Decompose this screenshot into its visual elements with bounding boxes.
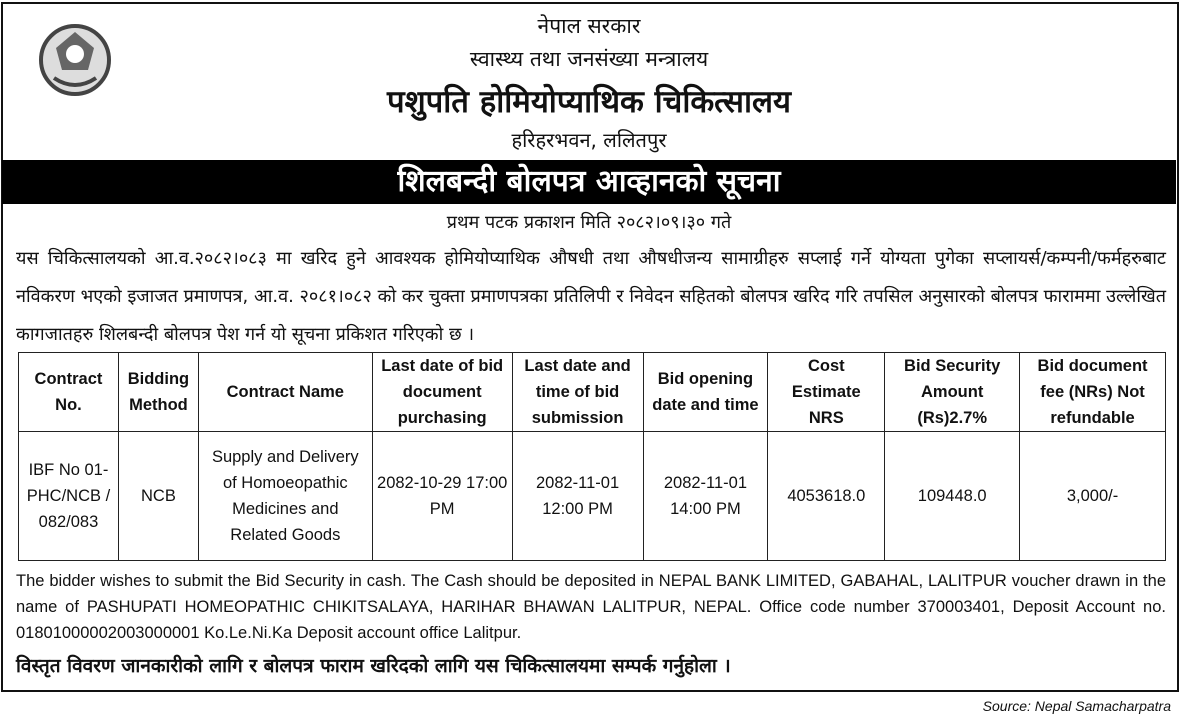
table-cell: 4053618.0 <box>768 432 885 561</box>
hospital-address: हरिहरभवन, ललितपुर <box>511 128 667 152</box>
publish-date: प्रथम पटक प्रकाशन मिति २०८२।०९।३० गते <box>446 212 732 233</box>
bid-table <box>18 352 1166 561</box>
table-cell: NCB <box>118 432 198 561</box>
table-cell: 2082-11-01 12:00 PM <box>512 432 643 561</box>
notice-title: शिलबन्दी बोलपत्र आव्हानको सूचना <box>2 160 1176 204</box>
header-cell: Contract Name <box>198 353 372 432</box>
header-cell: Bidding Method <box>118 353 198 432</box>
table-cell: 3,000/- <box>1020 432 1166 561</box>
table-cell: IBF No 01-PHC/NCB / 082/083 <box>19 432 119 561</box>
header-cell: Cost Estimate NRS <box>768 353 885 432</box>
header-cell: Last date and time of bid submission <box>512 353 643 432</box>
government-name: नेपाल सरकार <box>537 14 641 38</box>
ministry-name: स्वास्थ्य तथा जनसंख्या मन्त्रालय <box>469 47 709 71</box>
table-header-row <box>19 353 1166 432</box>
bid-security-note: The bidder wishes to submit the Bid Security in cash. The Cash should be deposited in NEPAL BANK LIMITED, GABAHAL, LALITPUR voucher drawn in the name of PASHUPATI HOMEOPATHIC CHIKITSALAYA, HARIHAR BHAWAN LALITPUR, NEPAL. Office code number 370003401, Deposit Account no. 01801000002003000001 Ko.Le.Ni.Ka Deposit account office Lalitpur. <box>16 572 1166 642</box>
header-cell: Bid document fee (NRs) Not refundable <box>1020 353 1166 432</box>
table-row <box>19 432 1166 561</box>
header-cell: Contract No. <box>19 353 119 432</box>
header-cell: Bid opening date and time <box>643 353 768 432</box>
header-cell: Last date of bid document purchasing <box>372 353 512 432</box>
closing-note: विस्तृत विवरण जानकारीको लागि र बोलपत्र फाराम खरिदको लागि यस चिकित्सालयमा सम्पर्क गर्नुहोला । <box>16 655 731 677</box>
notice-paragraph: यस चिकित्सालयको आ.व.२०८२।०८३ मा खरिद हुने आवश्यक होमियोप्याथिक औषधी तथा औषधीजन्य सामाग्रीहरु सप्लाई गर्ने योग्यता पुगेका सप्लायर्स/कम्पनी/फर्महरुबाट नविकरण भएको इजाजत प्रमाणपत्र, आ.व. २०८१।०८२ को कर चुक्ता प्रमाणपत्रका प्रतिलिपी र निवेदन सहितको बोलपत्र खरिद गरि तपसिल अनुसारको बोलपत्र फाराममा उल्लेखित कागजातहरु शिलबन्दी बोलपत्र पेश गर्न यो सूचना प्रकिशत गरिएको छ । <box>16 248 1166 345</box>
table-cell: 2082-11-01 14:00 PM <box>643 432 768 561</box>
hospital-name: पशुपति होमियोप्याथिक चिकित्सालय <box>386 84 792 120</box>
table-cell: 2082-10-29 17:00 PM <box>372 432 512 561</box>
table-cell: 109448.0 <box>885 432 1020 561</box>
source-credit: Source: Nepal Samacharpatra <box>982 698 1171 714</box>
table-cell: Supply and Delivery of Homoeopathic Medicines and Related Goods <box>198 432 372 561</box>
header-cell: Bid Security Amount (Rs)2.7% <box>885 353 1020 432</box>
